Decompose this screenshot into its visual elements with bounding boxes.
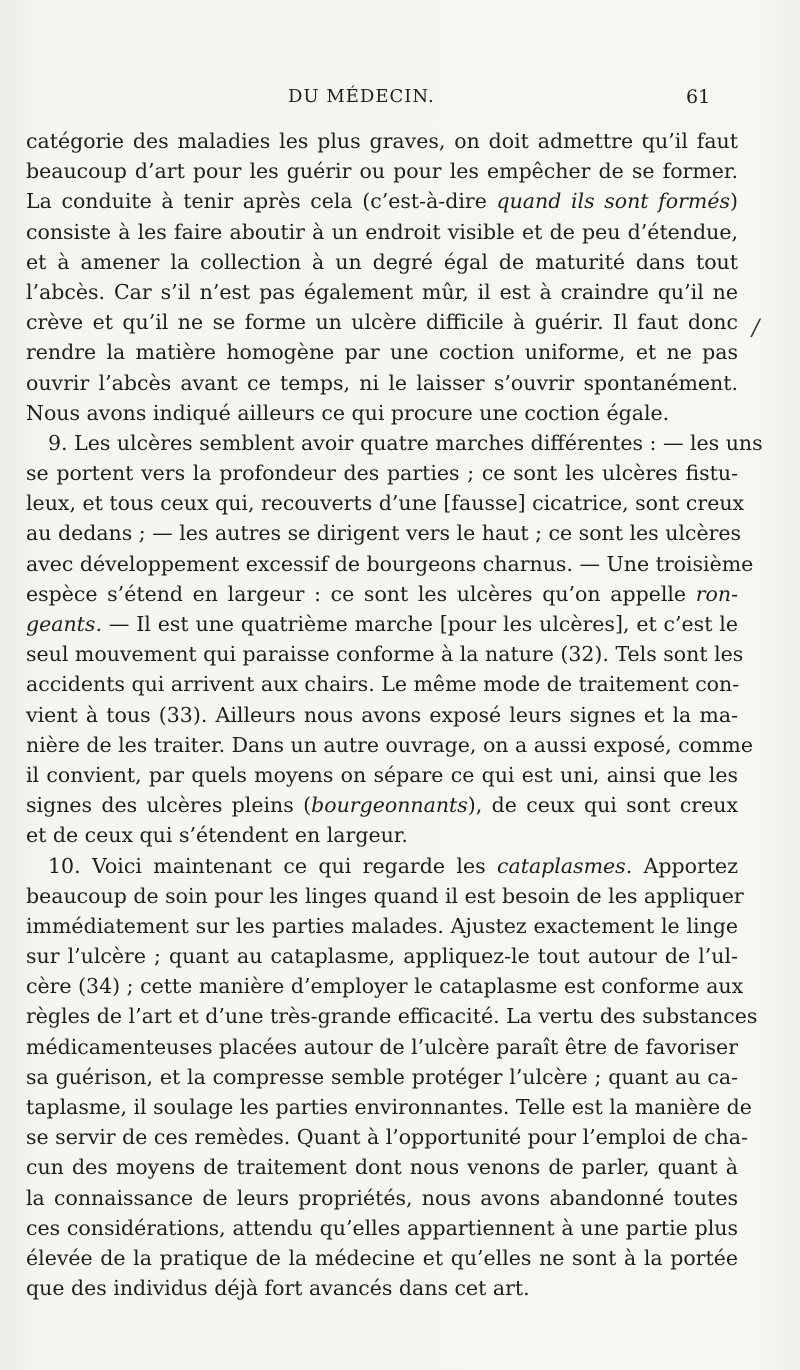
page-header bbox=[0, 86, 800, 116]
text-line: cun des moyens de traitement dont nous venons de parler, quant à bbox=[26, 1155, 738, 1180]
text-line: catégorie des maladies les plus graves, on doit admettre qu’il faut bbox=[26, 129, 738, 153]
text-line: nière de les traiter. Dans un autre ouvrage, on a aussi exposé, comme bbox=[26, 732, 753, 757]
italic-segment: cataplasmes. bbox=[497, 853, 633, 878]
text-segment: ) bbox=[730, 189, 738, 214]
text-line bbox=[26, 851, 738, 881]
text-line: l’abcès. Car s’il n’est pas également mûr, il est à craindre qu’il ne bbox=[26, 279, 738, 304]
text-line: beaucoup de soin pour les linges quand il est besoin de les appliquer bbox=[26, 883, 744, 908]
body-text bbox=[26, 126, 763, 1303]
text-segment: — Il est une quatrième marche [pour les ulcères], et c’est le bbox=[101, 612, 738, 636]
text-line: se servir de ces remèdes. Quant à l’opportunité pour l’emploi de cha- bbox=[26, 1125, 748, 1150]
text-line: beaucoup d’art pour les guérir ou pour les empêcher de se former. bbox=[26, 159, 738, 184]
text-segment: signes des ulcères pleins ( bbox=[26, 793, 312, 818]
text-line bbox=[26, 609, 738, 639]
italic-segment: bourgeonnants bbox=[311, 793, 468, 818]
text-line: vient à tous (33). Ailleurs nous avons exposé leurs signes et la ma- bbox=[26, 702, 738, 727]
text-line: seul mouvement qui paraisse conforme à la nature (32). Tels sont les bbox=[26, 642, 744, 667]
italic-segment: quand ils sont formés bbox=[496, 189, 730, 214]
text-line: taplasme, il soulage les parties environnantes. Telle est la manière de bbox=[26, 1095, 752, 1119]
running-head: DU MÉDECIN. bbox=[288, 86, 435, 107]
text-line: rendre la matière homogène par une coction uniforme, et ne pas bbox=[26, 340, 738, 365]
text-line: sa guérison, et la compresse semble protéger l’ulcère ; quant au ca- bbox=[26, 1064, 738, 1089]
text-line: médicamenteuses placées autour de l’ulcère paraît être de favoriser bbox=[26, 1034, 738, 1059]
text-line bbox=[26, 579, 738, 609]
page-number: 61 bbox=[686, 86, 711, 108]
text-line: avec développement excessif de bourgeons charnus. — Une troisième bbox=[26, 551, 754, 576]
text-segment: ), de ceux qui sont creux bbox=[467, 793, 739, 818]
text-line: cère (34) ; cette manière d’employer le cataplasme est conforme aux bbox=[26, 974, 744, 999]
text-line: règles de l’art et d’une très-grande efficacité. La vertu des substances bbox=[26, 1004, 758, 1029]
text-line: élevée de la pratique de la médecine et qu’elles ne sont à la portée bbox=[26, 1245, 738, 1270]
text-line: crève et qu’il ne se forme un ulcère difficile à guérir. Il faut donc bbox=[26, 310, 738, 335]
text-line: il convient, par quels moyens on sépare ce qui est uni, ainsi que les bbox=[26, 762, 738, 787]
text-line: consiste à les faire aboutir à un endroit visible et de peu d’étendue, bbox=[26, 219, 738, 244]
text-line: que des individus déjà fort avancés dans cet art. bbox=[26, 1276, 530, 1301]
text-segment: 10. Voici maintenant ce qui regarde les bbox=[48, 853, 498, 878]
text-line: se portent vers la profondeur des parties ; ce sont les ulcères fistu- bbox=[26, 461, 738, 486]
text-segment: espèce s’étend en largeur : ce sont les ulcères qu’on appelle bbox=[26, 581, 696, 606]
text-line: au dedans ; — les autres se dirigent vers le haut ; ce sont les ulcères bbox=[26, 521, 742, 546]
text-line: accidents qui arrivent aux chairs. Le même mode de traitement con- bbox=[26, 672, 740, 697]
text-line: et à amener la collection à un degré égal de maturité dans tout bbox=[26, 249, 738, 274]
text-segment: Apportez bbox=[632, 853, 738, 878]
text-line: Nous avons indiqué ailleurs ce qui procure une coction égale. bbox=[26, 400, 670, 425]
text-segment: La conduite à tenir après cela (c’est-à-dire bbox=[26, 189, 497, 214]
italic-segment: geants. bbox=[26, 612, 102, 636]
text-line bbox=[26, 186, 738, 216]
text-line bbox=[26, 790, 738, 820]
text-line: leux, et tous ceux qui, recouverts d’une [fausse] cicatrice, sont creux bbox=[26, 491, 745, 516]
text-line: immédiatement sur les parties malades. Ajustez exactement le linge bbox=[26, 913, 738, 938]
margin-mark: / bbox=[752, 316, 760, 341]
text-line: et de ceux qui s’étendent en largeur. bbox=[26, 823, 408, 848]
text-line: sur l’ulcère ; quant au cataplasme, appliquez-le tout autour de l’ul- bbox=[26, 944, 738, 969]
text-line: ces considérations, attendu qu’elles appartiennent à une partie plus bbox=[26, 1215, 738, 1240]
text-line: 9. Les ulcères semblent avoir quatre marches différentes : — les uns bbox=[48, 430, 763, 455]
italic-segment: ron- bbox=[695, 581, 738, 606]
text-line: ouvrir l’abcès avant ce temps, ni le laisser s’ouvrir spontanément. bbox=[26, 370, 738, 395]
text-line: la connaissance de leurs propriétés, nous avons abandonné toutes bbox=[26, 1185, 738, 1210]
